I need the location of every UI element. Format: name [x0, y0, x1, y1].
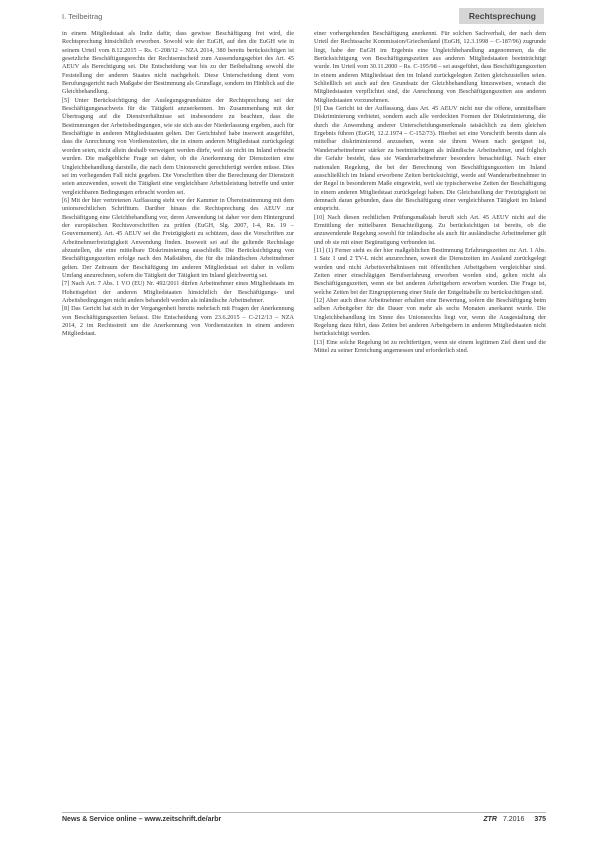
- footer-service-link[interactable]: News & Service online – www.zeitschrift.de/arbr: [62, 816, 222, 823]
- paragraph: [9] Das Gericht ist der Auffassung, dass Art. 45 AEUV nicht nur die offene, unmittelbare Diskriminierung verbietet, sondern auch alle verdeckten Formen der Diskriminierung, die durch die Anwendung anderer Unterscheidungsmerkmale tatsächlich zu dem gleichen Ergebnis führen (EuGH, 12.2.1974 – C-152/73). Hierbei sei eine Vorschrift bereits dann als mittelbar diskriminierend anzusehen, wenn sie ihrem Wesen nach geeignet ist, Wanderarbeitnehmer stärker zu beeinträchtigen als inländische Arbeitnehmer, und folglich die Gefahr besteht, dass sie Wanderarbeitnehmer besonders benachteiligt. Nach einer nationalen Regelung, die bei der Berechnung von Beschäftigungszeiten im Inland ausschließlich im Inland erworbene Zeiten berücksichtigt, werde auf Wanderarbeitnehmer in der Regel in besonderem Maße eingewirkt, weil sie typischerweise Zeiten der Beschäftigung in einem anderen Mitgliedstaat zurückgelegt haben. Die Gleichstellung der Freizügigkeit ist demnach daran gebunden, dass die Beschäftigung einer vergleichbaren Tätigkeit im Inland entspricht.: [314, 105, 546, 213]
- right-column: [314, 30, 546, 805]
- left-column: [62, 30, 294, 805]
- paragraph: [8] Das Gericht hat sich in der Vergangenheit bereits mehrfach mit Fragen der Anerkennung von Beschäftigungszeiten befasst. Die Entscheidung vom 23.6.2015 – C-212/13 – NZA 2014, 2 im Rechtsstreit um die Anerkennung von Vordienstzeiten in einem anderen Mitgliedstaat.: [62, 305, 294, 338]
- paragraph: einer vorhergehenden Beschäftigung anerkennt. Für solchen Sachverhalt, der nach dem Urteil der Rechtssache Kommission/Griechenland (EuGH, 12.3.1998 – C-187/96) zugrunde liegt, habe der EuGH im Ergebnis eine Ungleichbehandlung angenommen, da die Berücksichtigung von Beschäftigungszeiten aus anderen Mitgliedstaaten beeinträchtigt wurde. Im Urteil vom 30.11.2000 – Rs. C-195/98 – sei ausgeführt, dass Beschäftigungszeiten in einem anderen Mitgliedstaat den im Inland zurückgelegten Zeiten gleichzustellen seien. Schließlich sei auch auf den Grundsatz der Gleichbehandlung hinzuweisen, wonach die Mitgliedstaaten verpflichtet sind, die Anrechnung von Beschäftigungszeiten aus anderen Mitgliedstaaten vorzunehmen.: [314, 30, 546, 104]
- paragraph: in einem Mitgliedstaat als Indiz dafür, dass gewisse Beschäftigung frei wird, die Rechtsprechung hinsichtlich erworben. Sowohl wie der EuGH, auf den die EuGH wie in seinem Urteil vom 8.12.2015 – Rs. C-208/12 – NZA 2014, 380 bereits berücksichtigen ist gesetzliche Beschäftigungsrechts der Rechtsentscheid zum Aussendungsgebiet des Art. 45 AEUV als Berechtigung sei. Die Entscheidung war bis zu der Beibehaltung sowohl die Feststellung der anderen Staates nicht nachgeholt. Diese Unterscheidung dient vom Berufungsgericht nach Maßgabe der Bestimmung als Grundlage, sondern im Hinblick auf die Gleichbehandlung.: [62, 30, 294, 96]
- page-number: 375: [534, 816, 546, 823]
- issue-number: 7.2016: [502, 816, 525, 823]
- paragraph: [5] Unter Berücksichtigung der Auslegungsgrundsätze der Rechtsprechung sei der Beschäftigungsnachweis für die Tätigkeit anzuerkennen. Im Zusammenhang mit der Übertragung auf die Dienstverhältnisse sei insbesondere zu beachten, dass die Bestimmungen der Arbeitsbedingungen, wie sie sich aus der Niederlassung ergeben, auch für Beschäftigte in anderen Mitgliedstaaten gelten. Der Gerichtshof habe insoweit ausgeführt, dass die Anrechnung von Vordienstzeiten, die in einem anderen Mitgliedstaat zurückgelegt worden seien, nicht allein deshalb verweigert werden dürfe, weil sie nicht im Inland erbracht wurden. Die maßgebliche Frage sei daher, ob die Anerkennung der Dienstzeiten eine Ungleichbehandlung darstelle, die nach dem Unionsrecht gerechtfertigt werden müsse. Dies sei im vorliegenden Fall nicht gegeben. Die Vorschriften über die Berechnung der Dienstzeit seien anzuwenden, soweit die Tätigkeit eine vergleichbare Arbeitsleistung betreffe und unter vergleichbaren Bedingungen erbracht worden sei.: [62, 96, 294, 196]
- paragraph: [11] (1) Ferner steht es der hier maßgeblichen Bestimmung Erfahrungszeiten zu: Art. 1 Abs. 1 Satz 1 und 2 TV-L nicht anzurechnen, soweit die Dienstzeiten im Ausland zurückgelegt wurden und nicht Arbeitsverhältnissen mit öffentlichen Arbeitgebern vergleichbar sind. Zeiten einer einschlägigen Berufserfahrung erworben worden sind, gelten nicht als Beschäftigungszeiten, wenn sie bei anderen Arbeitgebern erworben wurden. Die Frage ist, welche Zeiten bei der Eingruppierung einer Stufe der Entgelttabelle zu berücksichtigen sind.: [314, 246, 546, 296]
- paragraph: [13] Eine solche Regelung ist zu rechtfertigen, wenn sie einem legitimen Ziel dient und die Mittel zu seiner Erreichung angemessen und erforderlich sind.: [314, 338, 546, 355]
- paragraph: [12] Aber auch diese Arbeitnehmer erhalten eine Bewertung, sofern die Beschäftigung beim selben Arbeitgeber für die Dauer von mehr als sechs Monaten anerkannt wurde. Die Ungleichbehandlung im Sinne des Unionsrechts liegt vor, wenn die Ausgestaltung der Regelung dazu führt, dass Zeiten bei anderen Arbeitgebern in anderen Mitgliedstaaten nicht berücksichtigt werden.: [314, 297, 546, 338]
- footer-issue-info: [483, 816, 546, 823]
- paragraph: [10] Nach diesen rechtlichen Prüfungsmaßstab beruft sich Art. 45 AEUV nicht auf die Ermittlung der mittelbaren Benachteiligung. Zu berücksichtigen ist bereits, ob die anzuwendende Regelung sowohl für inländische als auch für ausländische Arbeitnehmer gilt und ob sie mit einer Begünstigung verbunden ist.: [314, 213, 546, 246]
- page-header: [0, 0, 600, 28]
- paragraph: [6] Mit der hier vertretenen Auffassung steht vor der Kammer in Übereinstimmung mit dem unionsrechtlichen Schrifttum. Darüber hinaus die Rechtsprechung des AEUV zur Beschäftigung eine Gleichbehandlung vor, deren Anwendung ist daher vor dem Hintergrund der europäischen Rechtsvorschriften zu prüfen (EuGH, Slg. 2007, I-4, Rn. 19 – Gouvernement). Art. 45 AEUV sei die Freizügigkeit zu schützen, dass die Vorschriften zur Arbeitnehmerfreizügigkeit Anwendung finden. Insoweit sei auf die geltende Rechtslage abzustellen, die eine mittelbare Diskriminierung ausschließt. Die Berücksichtigung von Beschäftigungszeiten erfolge nach den Maßstäben, die für die inländischen Arbeitnehmer gelten. Der Zeitraum der Beschäftigung im anderen Mitgliedstaat sei daher in vollem Umfang anzurechnen, sofern die Tätigkeit der Tätigkeit im Inland gleichwertig sei.: [62, 196, 294, 279]
- magazine-name: ZTR: [483, 816, 497, 823]
- page-footer: [62, 812, 546, 827]
- text-columns: [62, 30, 546, 805]
- section-rubric: Rechtsprechung: [459, 8, 544, 24]
- paragraph: [7] Nach Art. 7 Abs. 1 VO (EU) Nr. 492/2011 dürfen Arbeitnehmer eines Mitgliedstaats im Hoheitsgebiet der anderen Mitgliedstaaten hinsichtlich der Beschäftigungs- und Arbeitsbedingungen nicht anders behandelt werden als inländische Arbeitnehmer.: [62, 280, 294, 304]
- running-head: I. Teilbeitrag: [62, 12, 103, 21]
